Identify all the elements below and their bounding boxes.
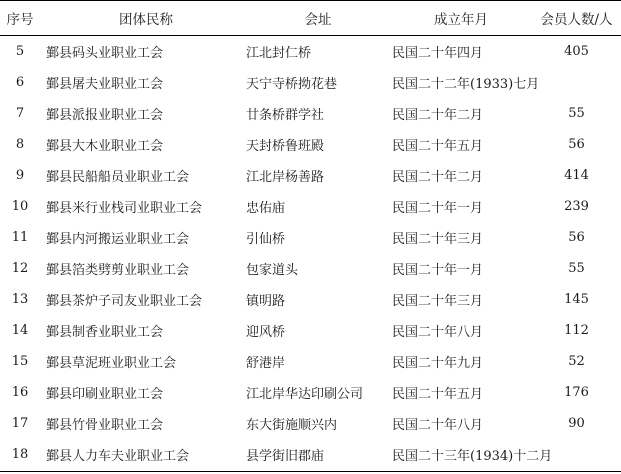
table-row (0, 377, 621, 408)
cell-founded-date: 民国二十年一月 (392, 200, 484, 216)
table-row (0, 439, 621, 472)
cell-index: 7 (15, 105, 25, 121)
cell-address: 江北岸华达印刷公司 (246, 386, 364, 402)
cell-founded-date: 民国二十年八月 (392, 417, 484, 433)
cell-member-count: 405 (564, 43, 589, 59)
cell-member-count: 56 (568, 229, 585, 245)
table-row (0, 98, 621, 129)
cell-member-count: 176 (564, 384, 589, 400)
cell-founded-date: 民国二十二年(1933)七月 (392, 76, 540, 92)
cell-union-name: 鄞县箔类劈剪业职业工会 (46, 262, 190, 278)
header-member-count: 会员人数/人 (532, 1, 621, 36)
table-row (0, 129, 621, 160)
cell-union-name: 鄞县内河搬运业职业工会 (46, 231, 190, 247)
cell-union-name: 鄞县大木业职业工会 (46, 138, 164, 154)
cell-address: 县学街旧郡庙 (246, 439, 390, 472)
cell-address: 廿条桥群学社 (246, 107, 325, 123)
cell-address: 江北封仁桥 (246, 45, 312, 61)
table-row (0, 346, 621, 377)
header-founded-date: 成立年月 (390, 1, 532, 36)
cell-union-name: 鄞县茶炉子司友业职业工会 (46, 293, 203, 309)
cell-member-count: 55 (568, 105, 585, 121)
cell-index: 10 (11, 198, 29, 214)
header-union-name: 团体民称 (40, 1, 246, 36)
table-row (0, 284, 621, 315)
cell-index: 11 (11, 229, 29, 245)
cell-founded-date: 民国二十年二月 (392, 169, 484, 185)
table-body (0, 36, 621, 472)
cell-founded-date: 民国二十年九月 (392, 355, 484, 371)
cell-member-count: 90 (568, 415, 585, 431)
cell-address: 江北岸杨善路 (246, 169, 325, 185)
table-row (0, 315, 621, 346)
cell-address: 迎风桥 (246, 324, 286, 340)
cell-address: 东大街施顺兴内 (246, 417, 338, 433)
cell-union-name: 鄞县人力车夫业职业工会 (40, 439, 246, 472)
cell-index: 6 (15, 74, 25, 90)
cell-index: 18 (0, 439, 40, 472)
cell-member-count: 56 (568, 136, 585, 152)
cell-union-name: 鄞县派报业职业工会 (46, 107, 164, 123)
cell-address: 忠佑庙 (246, 200, 286, 216)
cell-index: 14 (11, 322, 29, 338)
cell-member-count: 145 (564, 291, 589, 307)
header-index: 序号 (0, 1, 40, 36)
table-row (0, 191, 621, 222)
cell-founded-date: 民国二十年一月 (392, 262, 484, 278)
cell-member-count: 55 (568, 260, 585, 276)
table-header (0, 1, 621, 36)
table-row (0, 160, 621, 191)
cell-address: 引仙桥 (246, 231, 286, 247)
cell-founded-date: 民国二十年三月 (392, 293, 484, 309)
cell-index: 9 (15, 167, 25, 183)
cell-founded-date: 民国二十年四月 (392, 45, 484, 61)
cell-address: 舒港岸 (246, 355, 286, 371)
cell-founded-date: 民国二十三年(1934)十二月 (390, 439, 532, 472)
cell-member-count (532, 67, 621, 98)
cell-union-name: 鄞县码头业职业工会 (46, 45, 164, 61)
cell-index: 12 (11, 260, 29, 276)
cell-address: 镇明路 (246, 293, 286, 309)
cell-index: 13 (11, 291, 29, 307)
cell-index: 15 (11, 353, 29, 369)
cell-union-name: 鄞县屠夫业职业工会 (46, 76, 164, 92)
table-row (0, 36, 621, 67)
cell-address: 包家道头 (246, 262, 299, 278)
cell-index: 17 (11, 415, 29, 431)
cell-founded-date: 民国二十年五月 (392, 386, 484, 402)
cell-union-name: 鄞县竹骨业职业工会 (46, 417, 164, 433)
cell-union-name: 鄞县印刷业职业工会 (46, 386, 164, 402)
cell-union-name: 鄞县制香业职业工会 (46, 324, 164, 340)
cell-union-name: 鄞县民船船员业职业工会 (46, 169, 190, 185)
cell-index: 5 (15, 43, 25, 59)
cell-union-name: 鄞县米行业栈司业职业工会 (46, 200, 203, 216)
table-row (0, 253, 621, 284)
table-row (0, 67, 621, 98)
cell-member-count: 52 (568, 353, 585, 369)
cell-address: 天宁寺桥拗花巷 (246, 76, 338, 92)
cell-founded-date: 民国二十年八月 (392, 324, 484, 340)
cell-union-name: 鄞县草泥班业职业工会 (46, 355, 177, 371)
cell-founded-date: 民国二十年二月 (392, 107, 484, 123)
cell-index: 16 (11, 384, 29, 400)
cell-index: 8 (15, 136, 25, 152)
cell-founded-date: 民国二十年三月 (392, 231, 484, 247)
table-row (0, 222, 621, 253)
cell-address: 天封桥鲁班殿 (246, 138, 325, 154)
table-row (0, 408, 621, 439)
cell-member-count: 112 (564, 322, 589, 338)
header-address: 会址 (246, 1, 390, 36)
cell-founded-date: 民国二十年五月 (392, 138, 484, 154)
cell-member-count: 414 (564, 167, 589, 183)
header-row (0, 1, 621, 36)
cell-member-count: 239 (564, 198, 589, 214)
